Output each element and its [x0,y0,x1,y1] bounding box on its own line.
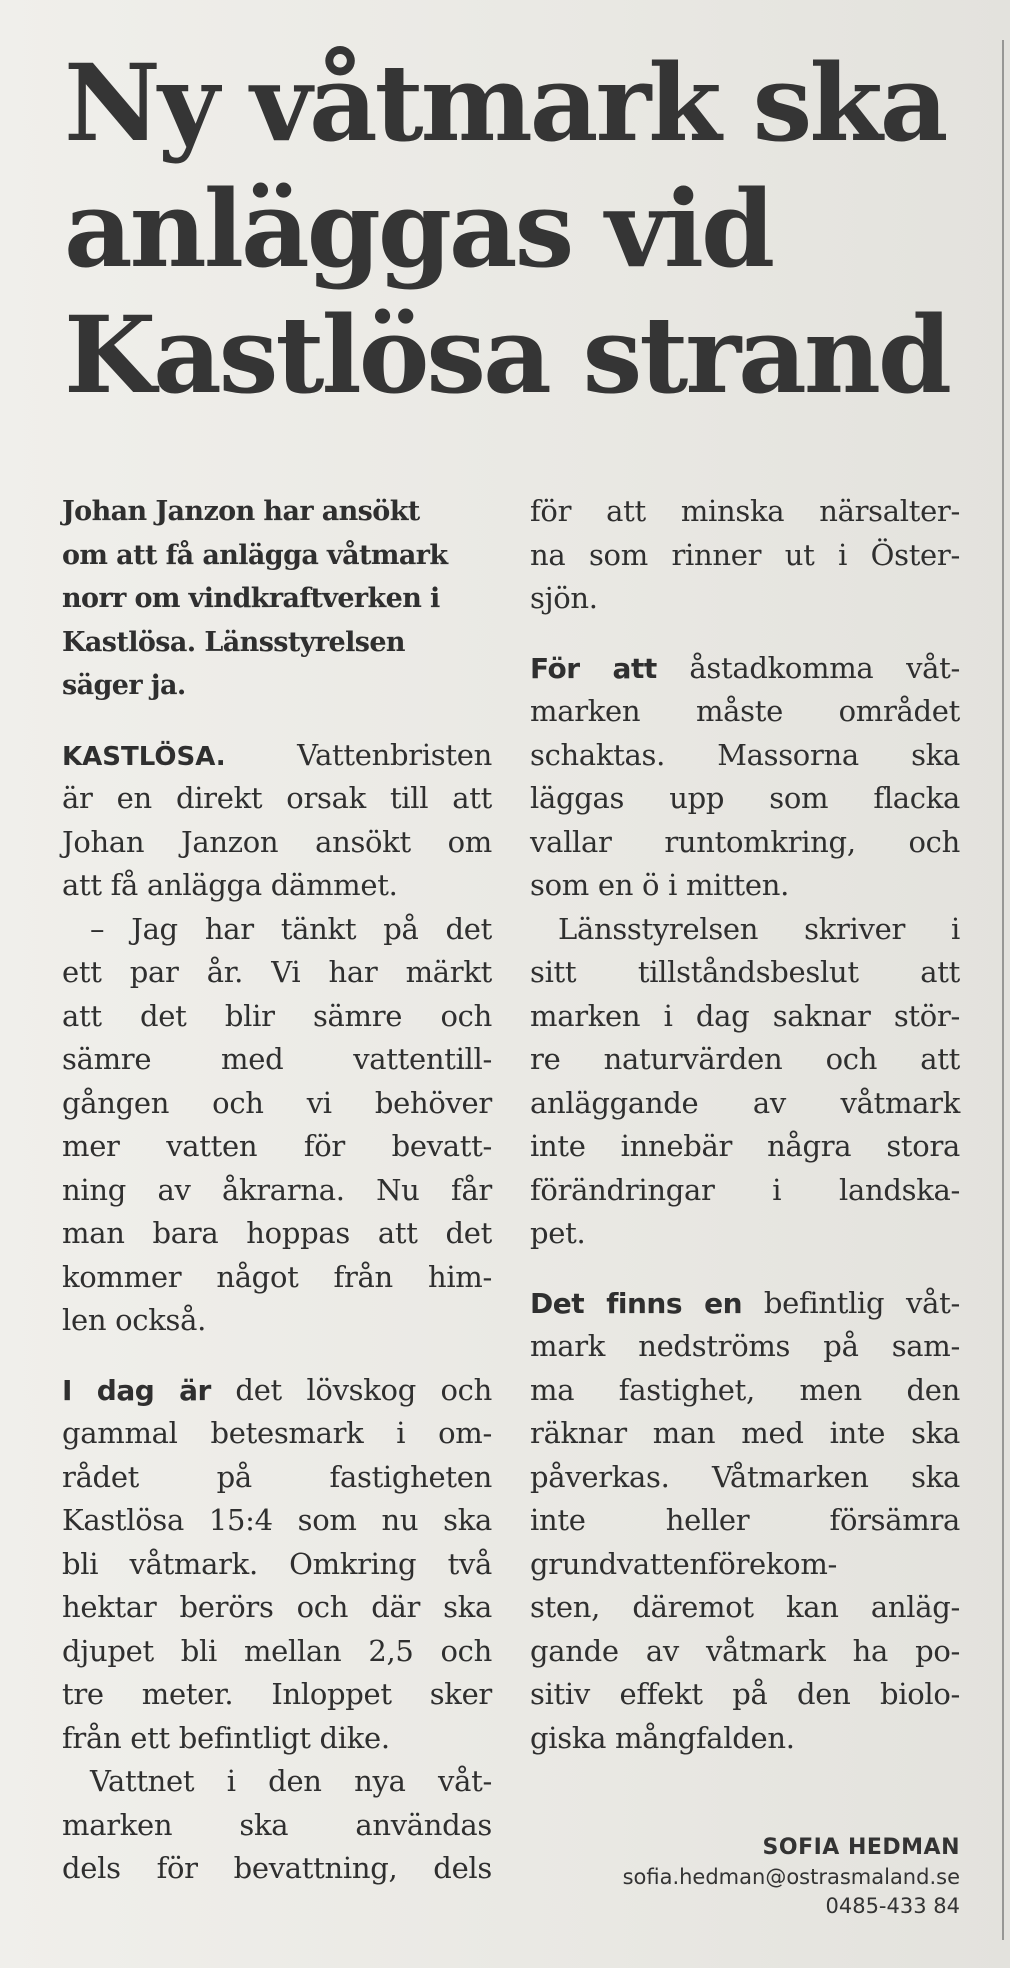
paragraph-line: påverkas. Våtmarken ska [530,1459,960,1494]
lede [62,490,492,708]
kicker: För att [530,651,657,685]
author-phone: 0485-433 84 [825,1894,960,1918]
paragraph-line: sjön. [530,581,598,615]
paragraph-line: marken i dag saknar stör- [530,998,960,1033]
paragraph-line: För att åstadkomma våt- [530,650,961,685]
paragraph-line: från ett befintligt dike. [62,1720,390,1755]
paragraph-line: gammal betesmark i om- [62,1416,492,1450]
paragraph-line: förändringar i landska- [530,1172,960,1207]
paragraph-line: räknar man med inte ska [530,1416,960,1450]
paragraph-line: grundvattenförekom- [530,1546,838,1581]
lede-line: norr om vindkraftverken i [62,583,440,614]
kicker: I dag är [62,1373,211,1407]
paragraph-line: Vattnet i den nya våt- [90,1764,492,1798]
column-rule [1002,40,1004,1940]
paragraph-line: Det finns en befintlig våt- [530,1285,960,1320]
paragraph-line: inte heller försämra [530,1503,960,1537]
article-column-left [62,490,492,1891]
byline [560,1833,960,1921]
headline-line: Ny våtmark ska [64,40,946,165]
paragraph-line: dels för bevattning, dels [62,1851,492,1885]
lede-line: säger ja. [62,670,186,701]
paragraph-line: djupet bli mellan 2,5 och [62,1633,492,1668]
paragraph-line: ning av åkrarna. Nu får [62,1172,492,1207]
paragraph-existing-wetland [530,1282,960,1761]
paragraph-line: vallar runtomkring, och [530,824,960,859]
headline-line: Kastlösa strand [64,292,950,417]
paragraph-line: len också. [62,1303,206,1337]
paragraph-intro [62,734,492,908]
paragraph-line: inte innebär några stora [530,1129,960,1163]
paragraph-line: läggas upp som flacka [530,781,960,815]
paragraph-line: tre meter. Inloppet sker [62,1677,492,1711]
paragraph-line: ma fastighet, men den [530,1372,960,1407]
paragraph-line: sitiv effekt på den biolo- [530,1677,960,1711]
kicker: Det finns en [530,1286,743,1320]
article-column-right [530,490,960,1760]
paragraph-line: att det blir sämre och [62,998,492,1033]
paragraph-line: rådet på fastigheten [62,1459,492,1494]
paragraph-site [62,1369,492,1761]
paragraph-line: är en direkt orsak till att [62,781,492,815]
paragraph-line: man bara hoppas att det [62,1216,492,1250]
paragraph-line: hektar berörs och där ska [62,1590,492,1624]
paragraph-line: pet. [530,1216,586,1250]
paragraph-line: sten, däremot kan anläg- [530,1590,960,1624]
paragraph-permit [530,908,960,1256]
paragraph-line: giska mångfalden. [530,1720,795,1755]
paragraph-line: bli våtmark. Omkring två [62,1546,492,1581]
paragraph-water-use [62,1760,492,1891]
paragraph-line: gande av våtmark ha po- [530,1633,960,1668]
dateline: KASTLÖSA. [62,741,226,772]
paragraph-line: marken ska användas [62,1807,492,1842]
paragraph-excavation [530,647,960,908]
paragraph-line: I dag är det lövskog och [62,1372,492,1407]
author-email[interactable]: sofia.hedman@ostrasmaland.se [622,1865,960,1889]
paragraph-line: marken måste området [530,694,960,728]
paragraph-line: schaktas. Massorna ska [530,737,960,772]
lede-line: Kastlösa. Länsstyrelsen [62,626,405,658]
headline-line: anläggas vid [64,166,773,291]
paragraph-line: ett par år. Vi har märkt [62,955,492,989]
lede-line: Johan Janzon har ansökt [62,496,420,527]
paragraph-line: mark nedströms på sam- [530,1329,960,1363]
author-name: SOFIA HEDMAN [762,1835,960,1860]
paragraph-line: att få anlägga dämmet. [62,868,398,902]
paragraph-line: sämre med vattentill- [62,1042,492,1076]
paragraph-line: Johan Janzon ansökt om [62,824,492,859]
paragraph-line: som en ö i mitten. [530,868,790,902]
paragraph-line: re naturvärden och att [530,1042,960,1076]
paragraph-line: mer vatten för bevatt- [62,1129,492,1163]
paragraph-line: för att minska närsalter- [530,494,960,528]
paragraph-line: – Jag har tänkt på det [90,911,492,946]
paragraph-line: na som rinner ut i Öster- [530,537,960,572]
lede-line: om att få anlägga våtmark [62,539,448,571]
paragraph-line: Kastlösa 15:4 som nu ska [62,1503,492,1537]
paragraph-line: gången och vi behöver [62,1085,492,1120]
paragraph-quote [62,908,492,1343]
headline [64,40,964,418]
paragraph-continued [530,490,960,621]
paragraph-line: anläggande av våtmark [530,1085,960,1120]
paragraph-line: sitt tillståndsbeslut att [530,955,960,989]
paragraph-line: Länsstyrelsen skriver i [558,911,960,946]
paragraph-line: KASTLÖSA. Vattenbristen [62,737,492,772]
paragraph-line: kommer något från him- [62,1259,492,1294]
